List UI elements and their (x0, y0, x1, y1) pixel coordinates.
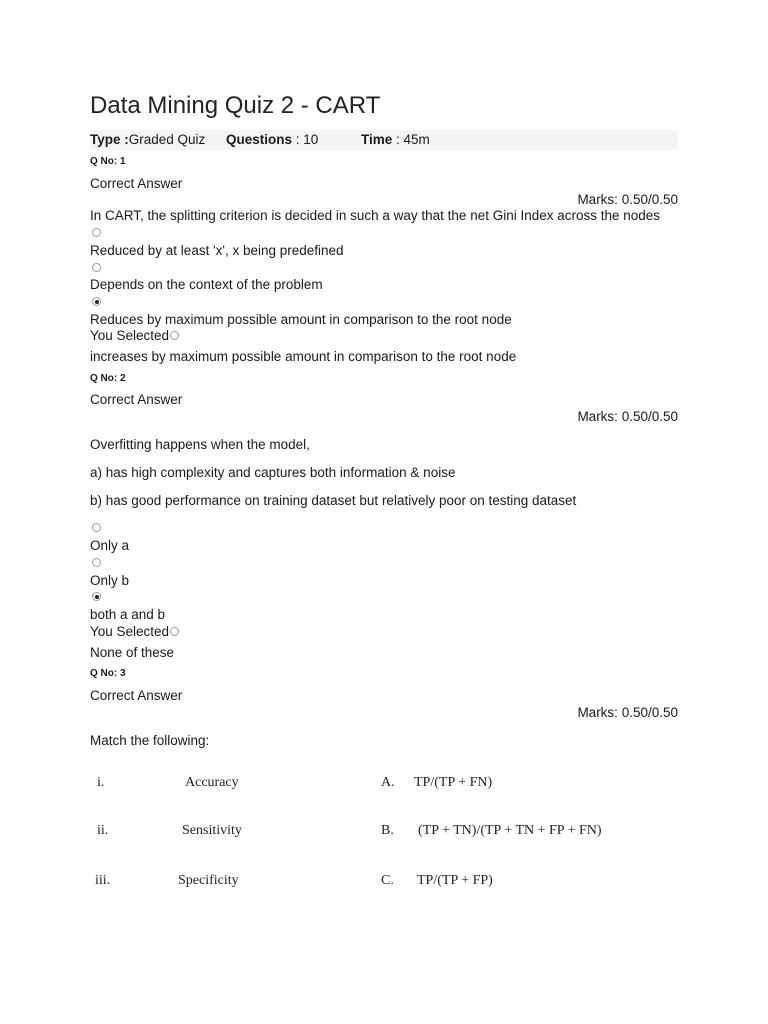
page-title: Data Mining Quiz 2 - CART (90, 92, 381, 119)
answer-status: Correct Answer (90, 688, 183, 703)
option-label: increases by maximum possible amount in comparison to the root node (90, 349, 517, 364)
quiz-questions-label: Questions (226, 132, 293, 147)
match-number: iii. (95, 873, 111, 888)
match-term: Specificity (178, 873, 239, 888)
question-text: Match the following: (90, 733, 210, 748)
option-label: None of these (90, 645, 175, 660)
you-selected-row (90, 328, 179, 343)
quiz-time (361, 132, 430, 147)
answer-status: Correct Answer (90, 176, 183, 191)
option-label: Only a (90, 538, 130, 553)
match-formula: TP/(TP + FN) (414, 775, 493, 790)
option-radio[interactable] (92, 263, 101, 272)
option-radio[interactable] (170, 627, 179, 636)
match-number: i. (97, 775, 105, 790)
match-term: Sensitivity (182, 823, 242, 838)
match-letter: B. (381, 823, 394, 838)
option-label: Depends on the context of the problem (90, 277, 323, 292)
quiz-time-value: : 45m (392, 132, 430, 147)
option-radio[interactable] (92, 228, 101, 237)
option-radio[interactable] (92, 523, 101, 532)
quiz-type-value: Graded Quiz (128, 132, 206, 147)
quiz-type (90, 132, 205, 147)
question-number: Q No: 1 (90, 156, 126, 167)
match-term: Accuracy (185, 775, 239, 790)
question-marks: Marks: 0.50/0.50 (577, 705, 678, 720)
question-number: Q No: 2 (90, 373, 126, 384)
quiz-questions (226, 132, 318, 147)
quiz-questions-value: : 10 (292, 132, 319, 147)
option-radio-selected[interactable] (92, 297, 101, 306)
quiz-page (90, 0, 678, 1024)
option-radio[interactable] (92, 558, 101, 567)
answer-status: Correct Answer (90, 392, 183, 407)
match-letter: A. (381, 775, 395, 790)
option-label: Reduced by at least 'x', x being predefined (90, 243, 344, 258)
match-number: ii. (97, 823, 109, 838)
quiz-type-label: Type : (90, 132, 129, 147)
match-formula: TP/(TP + FP) (417, 873, 493, 888)
you-selected-label: You Selected (90, 328, 170, 343)
quiz-time-label: Time (361, 132, 393, 147)
match-letter: C. (381, 873, 394, 888)
question-text: In CART, the splitting criterion is decided in such a way that the net Gini Index across the nodes (90, 208, 661, 223)
question-marks: Marks: 0.50/0.50 (577, 192, 678, 207)
option-label: both a and b (90, 607, 166, 622)
you-selected-label: You Selected (90, 624, 170, 639)
option-label: Reduces by maximum possible amount in comparison to the root node (90, 312, 512, 327)
you-selected-row (90, 624, 179, 639)
question-text: Overfitting happens when the model, (90, 437, 310, 452)
question-marks: Marks: 0.50/0.50 (577, 409, 678, 424)
match-formula: (TP + TN)/(TP + TN + FP + FN) (418, 823, 602, 838)
option-radio-selected[interactable] (92, 592, 101, 601)
option-label: Only b (90, 573, 130, 588)
question-text: a) has high complexity and captures both information & noise (90, 465, 456, 480)
question-text: b) has good performance on training dataset but relatively poor on testing dataset (90, 493, 577, 508)
option-radio[interactable] (170, 331, 179, 340)
question-number: Q No: 3 (90, 668, 126, 679)
